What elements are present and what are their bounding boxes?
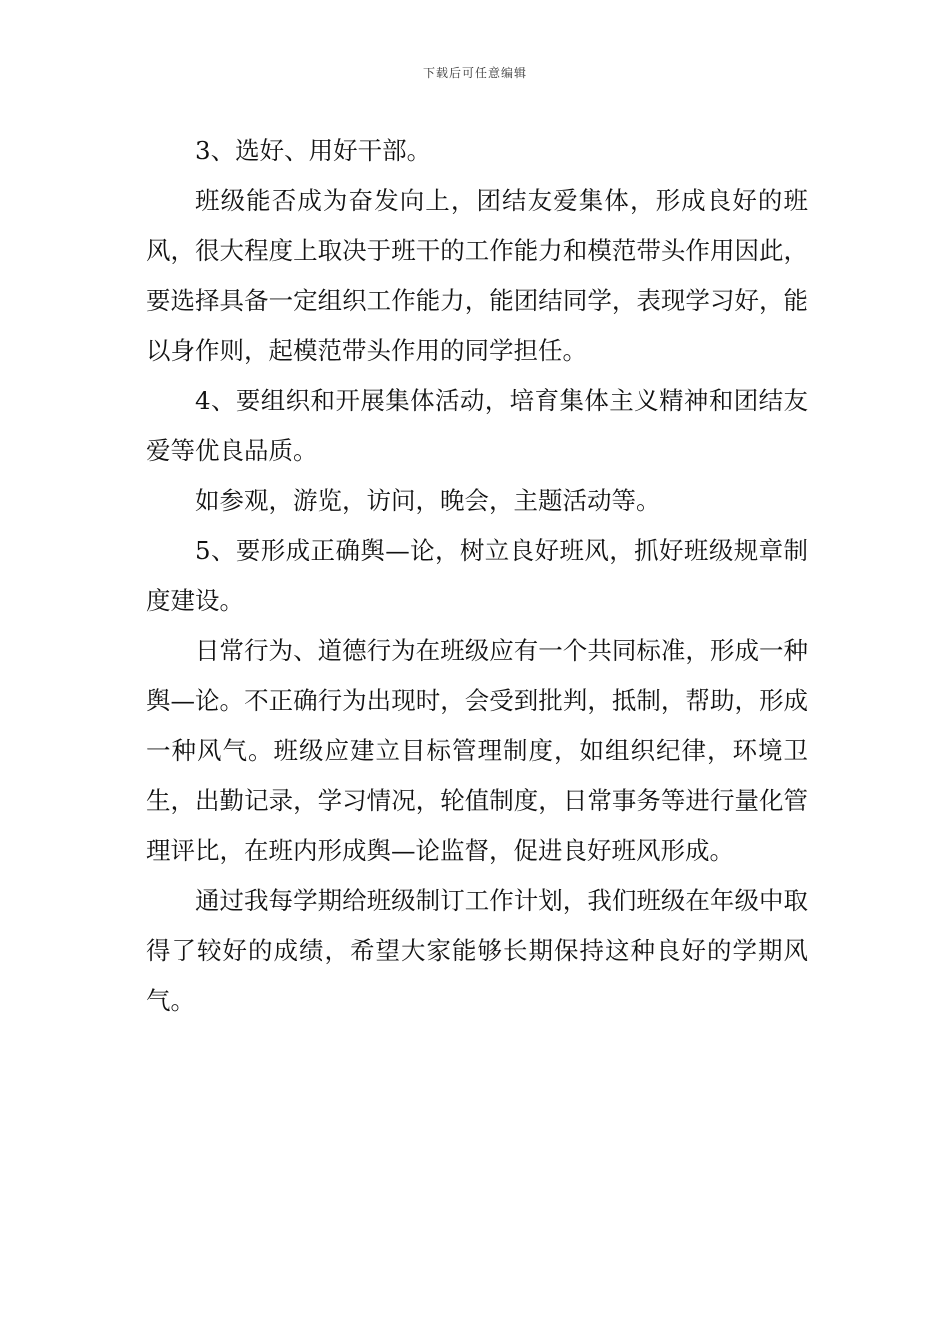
paragraph-item-3-heading: 3、选好、用好干部。 bbox=[195, 136, 432, 165]
paragraph-class-cadre: 班级能否成为奋发向上，团结友爱集体，形成良好的班风，很大程度上取决于班干的工作能力和模范带头作用因此，要选择具备一定组织工作能力，能团结同学，表现学习好，能以身作则，起模范带头作用的同学担任。 bbox=[146, 186, 808, 365]
document-body bbox=[146, 126, 808, 1026]
paragraph-item-5-heading: 5、要形成正确舆—论，树立良好班风，抓好班级规章制度建设。 bbox=[146, 536, 808, 615]
paragraph-conclusion: 通过我每学期给班级制订工作计划，我们班级在年级中取得了较好的成绩，希望大家能够长期保持这种良好的学期风气。 bbox=[146, 886, 808, 1015]
paragraph-item-4-heading: 4、要组织和开展集体活动，培育集体主义精神和团结友爱等优良品质。 bbox=[146, 386, 808, 465]
paragraph-activity-examples: 如参观，游览，访问，晚会，主题活动等。 bbox=[195, 486, 661, 515]
paragraph-behavior-standards: 日常行为、道德行为在班级应有一个共同标准，形成一种舆—论。不正确行为出现时，会受到批判，抵制，帮助，形成一种风气。班级应建立目标管理制度，如组织纪律，环境卫生，出勤记录，学习情况，轮值制度，日常事务等进行量化管理评比，在班内形成舆—论监督，促进良好班风形成。 bbox=[146, 636, 808, 865]
header-note: 下载后可任意编辑 bbox=[422, 66, 527, 80]
